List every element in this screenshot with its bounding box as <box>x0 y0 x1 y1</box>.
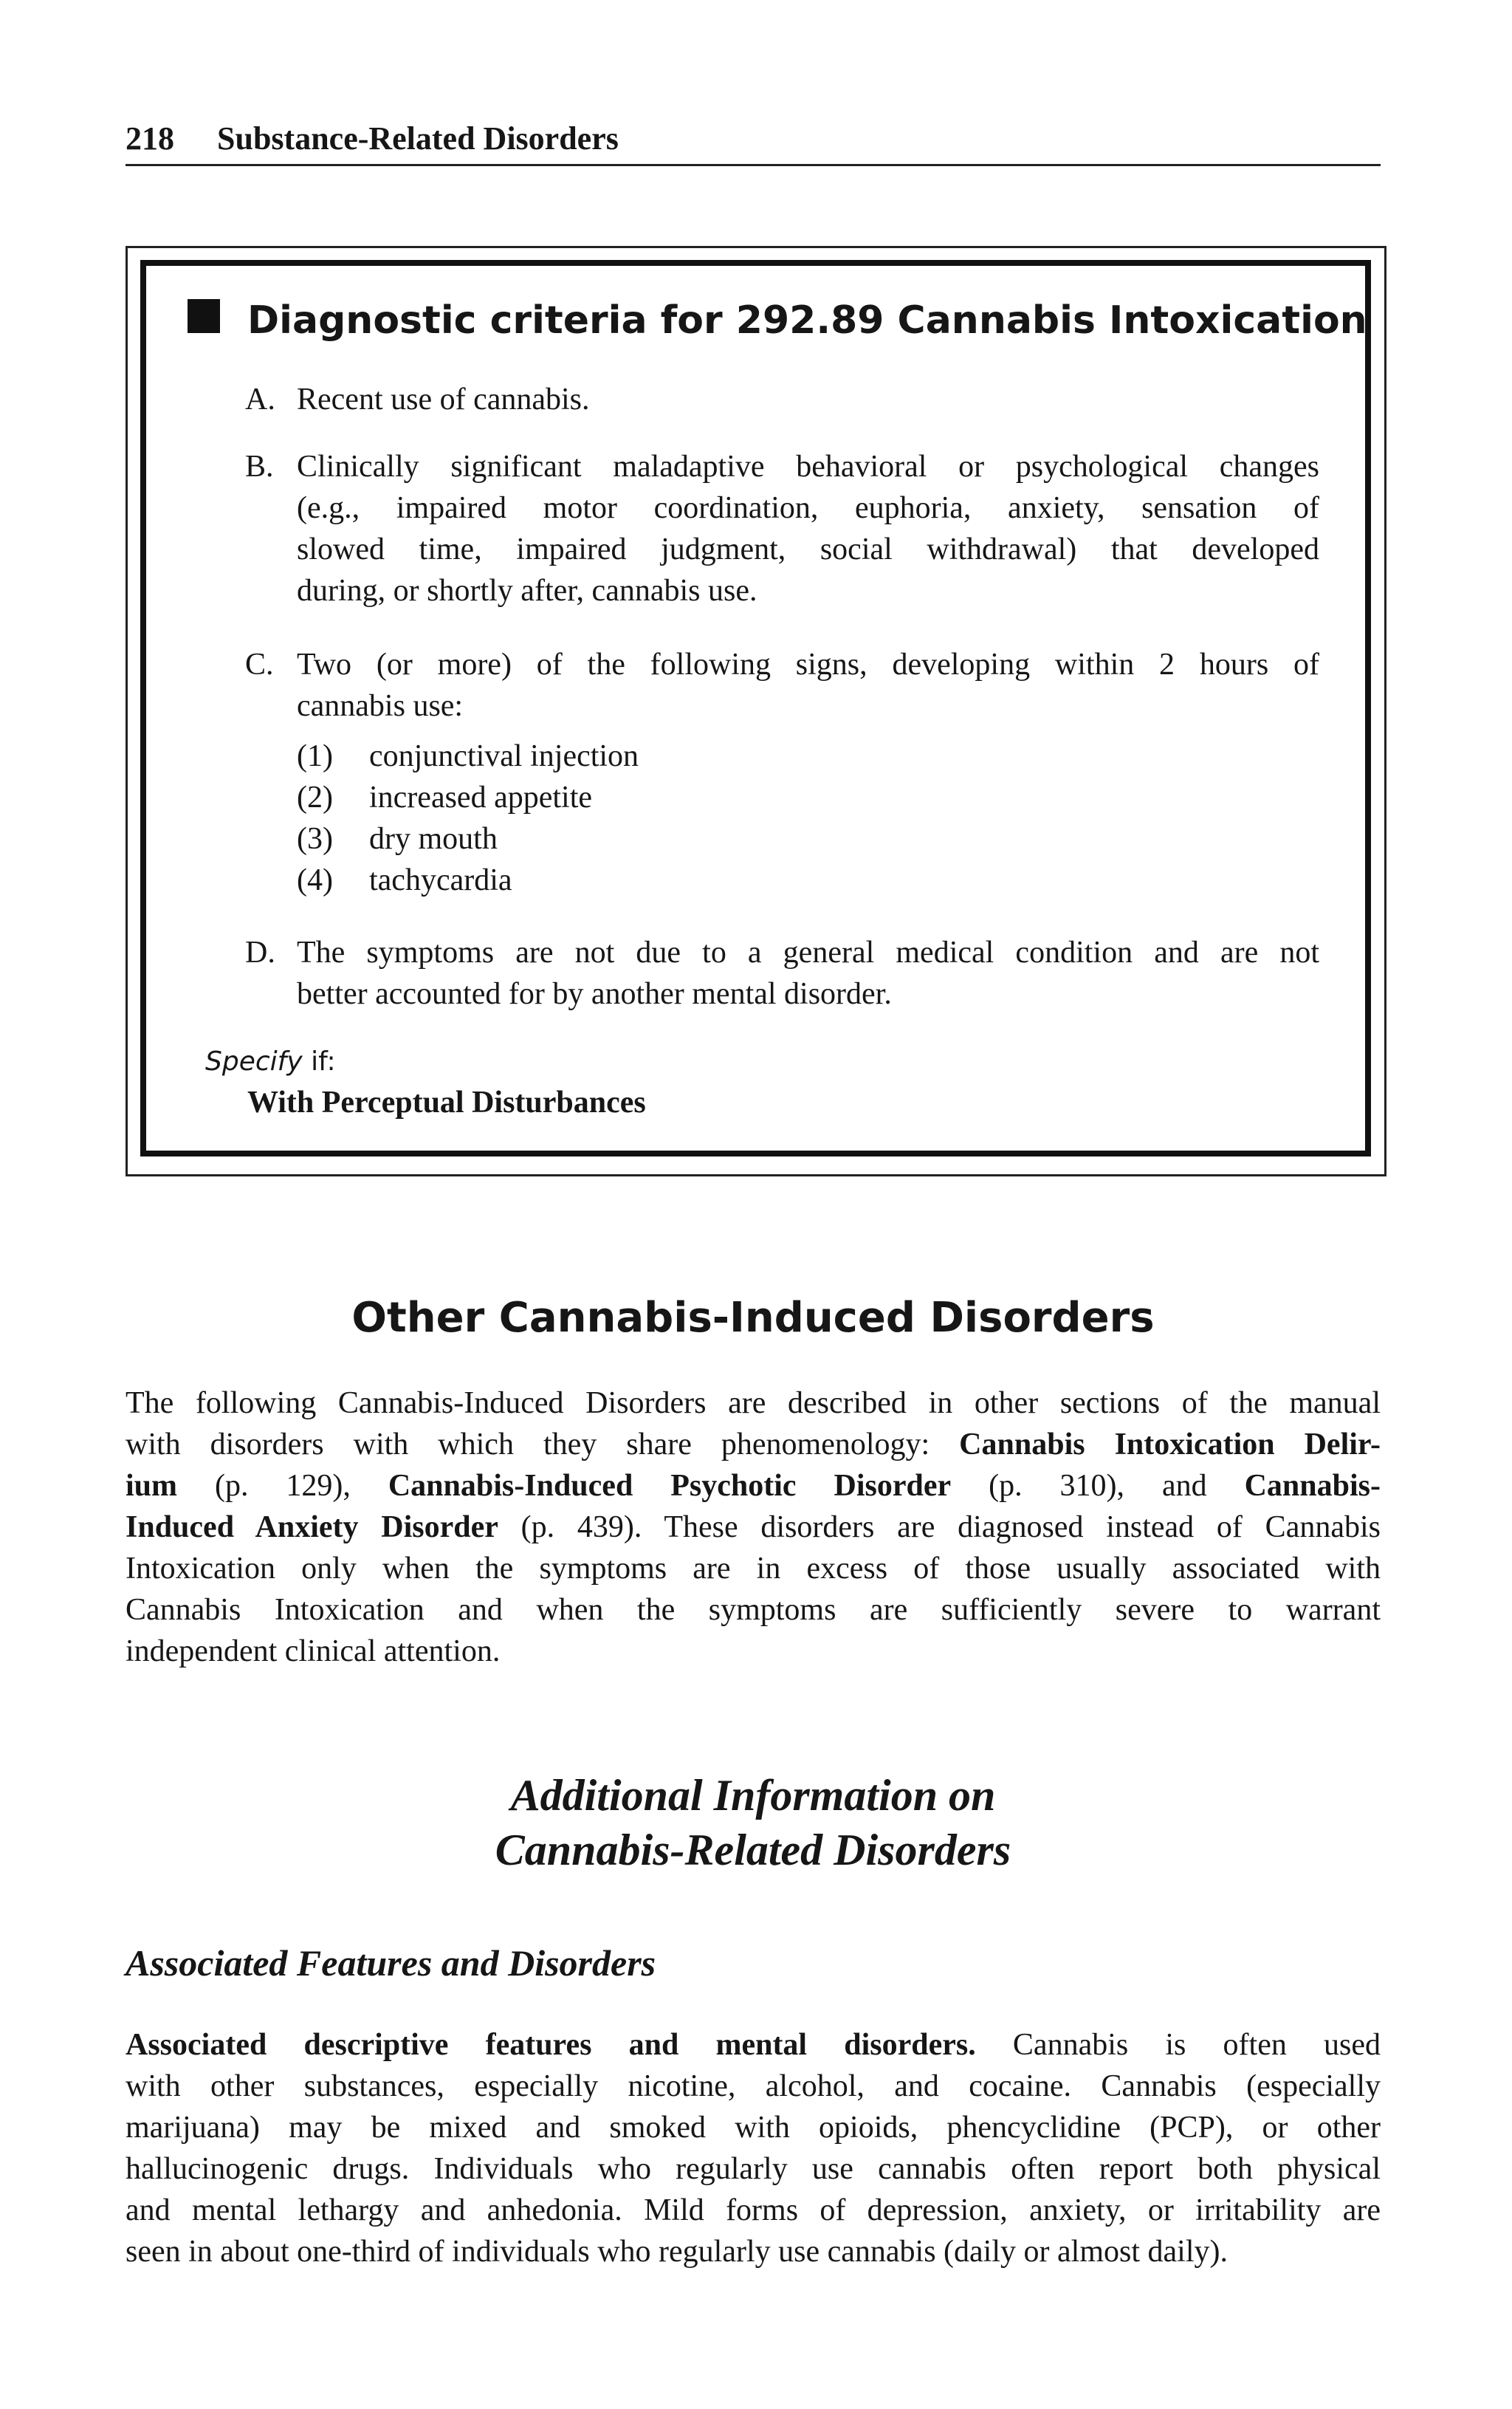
paragraph-line <box>126 1631 1381 1672</box>
text-run: Cannabis is often used <box>975 2028 1381 2062</box>
section-heading-other-disorders: Other Cannabis-Induced Disorders <box>351 1294 1155 1342</box>
header-rule <box>126 164 1381 166</box>
text-run: (p. 439). These disorders are diagnosed instead of Cannabis <box>498 1510 1381 1544</box>
criterion-b-line: (e.g., impaired motor coordination, euphoria, anxiety, sensation of <box>297 491 1319 525</box>
paragraph-line <box>126 1465 1381 1507</box>
paragraph-line <box>126 2190 1381 2231</box>
text-run: with other substances, especially nicotine, alcohol, and cocaine. Cannabis (especially <box>126 2069 1381 2103</box>
paragraph-line <box>126 1507 1381 1548</box>
specify-word: Specify <box>205 1046 303 1077</box>
sign-text: conjunctival injection <box>369 739 639 773</box>
square-bullet-icon <box>188 299 220 333</box>
sign-text: dry mouth <box>369 822 498 856</box>
paragraph-line <box>126 2107 1381 2148</box>
specifier-text: With Perceptual Disturbances <box>247 1086 646 1120</box>
specify-suffix: if: <box>302 1046 336 1077</box>
text-run: and mental lethargy and anhedonia. Mild forms of depression, anxiety, or irritability are <box>126 2193 1381 2227</box>
text-run: independent clinical attention. <box>126 1634 501 1668</box>
text-run: Intoxication only when the symptoms are in excess of those usually associated with <box>126 1552 1381 1586</box>
text-run: Cannabis Intoxication and when the symptoms are sufficiently severe to warrant <box>126 1593 1381 1627</box>
text-run: marijuana) may be mixed and smoked with opioids, phencyclidine (PCP), or other <box>126 2111 1381 2145</box>
criterion-b-line: slowed time, impaired judgment, social withdrawal) that developed <box>297 532 1319 566</box>
text-run: (p. 310), and <box>951 1469 1245 1503</box>
paragraph-line <box>126 2148 1381 2190</box>
text-run: seen in about one-third of individuals who regularly use cannabis (daily or almost daily). <box>126 2235 1228 2269</box>
text-run: hallucinogenic drugs. Individuals who regularly use cannabis often report both physical <box>126 2152 1381 2186</box>
bold-run: Cannabis- <box>1244 1469 1381 1503</box>
paragraph-line <box>126 1382 1381 1424</box>
sign-number: (4) <box>297 863 333 897</box>
sign-number: (2) <box>297 781 333 815</box>
criterion-d-line: The symptoms are not due to a general medical condition and are not <box>297 936 1319 970</box>
text-run: (p. 129), <box>177 1469 388 1503</box>
criterion-d-line: better accounted for by another mental disorder. <box>297 977 892 1011</box>
paragraph-line <box>126 2231 1381 2272</box>
paragraph-line <box>126 1589 1381 1631</box>
criteria-box-title: Diagnostic criteria for 292.89 Cannabis Intoxication <box>247 298 1367 343</box>
paragraph-line <box>126 2066 1381 2107</box>
criterion-b-line: Clinically significant maladaptive behavioral or psychological changes <box>297 450 1319 484</box>
criterion-letter-a: A. <box>245 383 275 417</box>
criterion-a-line: Recent use of cannabis. <box>297 383 590 417</box>
criterion-letter-b: B. <box>245 450 274 484</box>
paragraph-line <box>126 1548 1381 1589</box>
criteria-box-bottom-rule <box>140 1151 1371 1156</box>
page-number: 218 <box>126 120 174 157</box>
additional-info-heading-line2: Cannabis-Related Disorders <box>495 1826 1011 1874</box>
bold-run: Cannabis Intoxication Delir- <box>959 1428 1381 1461</box>
sign-text: increased appetite <box>369 781 592 815</box>
text-run: with disorders with which they share phenomenology: <box>126 1428 960 1461</box>
specify-label <box>205 1041 648 1083</box>
sign-number: (3) <box>297 822 333 856</box>
bold-run: Cannabis-Induced Psychotic Disorder <box>388 1469 952 1503</box>
criteria-box-left-rule <box>140 260 146 1156</box>
criteria-box-right-rule <box>1365 260 1371 1156</box>
running-title: Substance-Related Disorders <box>217 120 619 157</box>
bold-run: ium <box>126 1469 178 1503</box>
paragraph-line <box>126 1424 1381 1465</box>
bold-run: Induced Anxiety Disorder <box>126 1510 498 1544</box>
paragraph-line <box>126 2024 1381 2066</box>
sign-text: tachycardia <box>369 863 512 897</box>
criterion-c-line: cannabis use: <box>297 689 464 723</box>
criterion-letter-c: C. <box>245 648 274 682</box>
sign-number: (1) <box>297 739 333 773</box>
criterion-c-line: Two (or more) of the following signs, developing within 2 hours of <box>297 648 1319 682</box>
criteria-box-top-rule <box>140 260 1371 266</box>
running-header <box>126 109 1381 168</box>
criterion-b-line: during, or shortly after, cannabis use. <box>297 574 757 608</box>
associated-features-heading: Associated Features and Disorders <box>126 1942 656 1984</box>
criterion-letter-d: D. <box>245 936 275 970</box>
text-run: The following Cannabis-Induced Disorders are described in other sections of the manual <box>126 1386 1381 1420</box>
bold-run: Associated descriptive features and mental disorders. <box>126 2028 976 2062</box>
additional-info-heading-line1: Additional Information on <box>510 1771 996 1820</box>
